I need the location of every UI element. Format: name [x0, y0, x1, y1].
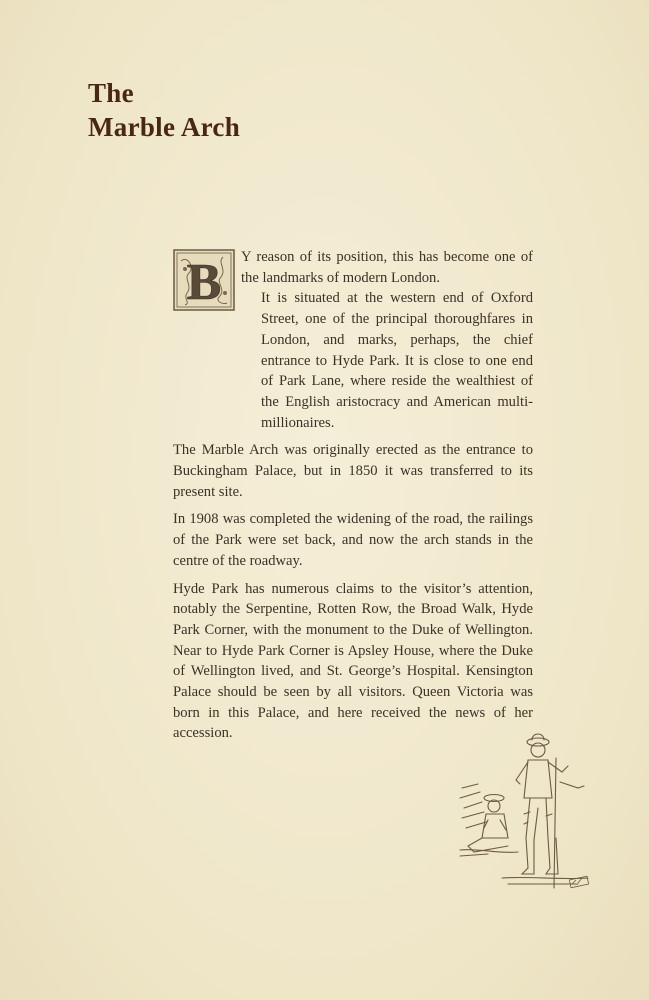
- paragraph-1-lead: Y reason of its position, this has become one of the landmarks of modern London.: [241, 249, 533, 286]
- boys-scouts-illustration-icon: [458, 728, 590, 900]
- paragraph-1: [173, 247, 533, 433]
- title-line-1: The: [88, 78, 134, 108]
- paragraph-2: The Marble Arch was originally erected as the entrance to Buckingham Palace, but in 1850 it was transferred to its present site.: [173, 442, 533, 500]
- dropcap-letter: B: [186, 254, 222, 311]
- article-body: [173, 247, 533, 751]
- ornamental-initial-b-icon: [173, 249, 235, 311]
- paragraph-4: Hyde Park has numerous claims to the visitor’s attention, notably the Serpentine, Rotten Row, the Broad Walk, Hyde Park Corner, with the monument to the Duke of Wellington. Near to Hyde Park Corner is Apsley House, where the Duke of Wellington lived, and St. George’s Hospital. Kensington Palace should be seen by all visitors. Queen Victoria was born in this Palace, and here received the news of her accession.: [173, 580, 533, 742]
- paragraph-1-continued: It is situated at the western end of Oxford Street, one of the principal thoroughfares in London, and marks, perhaps, the chief entrance to Hyde Park. It is close to one end of Park Lane, where reside the wealthiest of the English aristocracy and American multi-millionaires.: [261, 290, 533, 431]
- page-title: [88, 76, 240, 144]
- title-line-2: Marble Arch: [88, 112, 241, 142]
- paragraph-3: In 1908 was completed the widening of the road, the railings of the Park were set back, and now the arch stands in the centre of the roadway.: [173, 511, 533, 569]
